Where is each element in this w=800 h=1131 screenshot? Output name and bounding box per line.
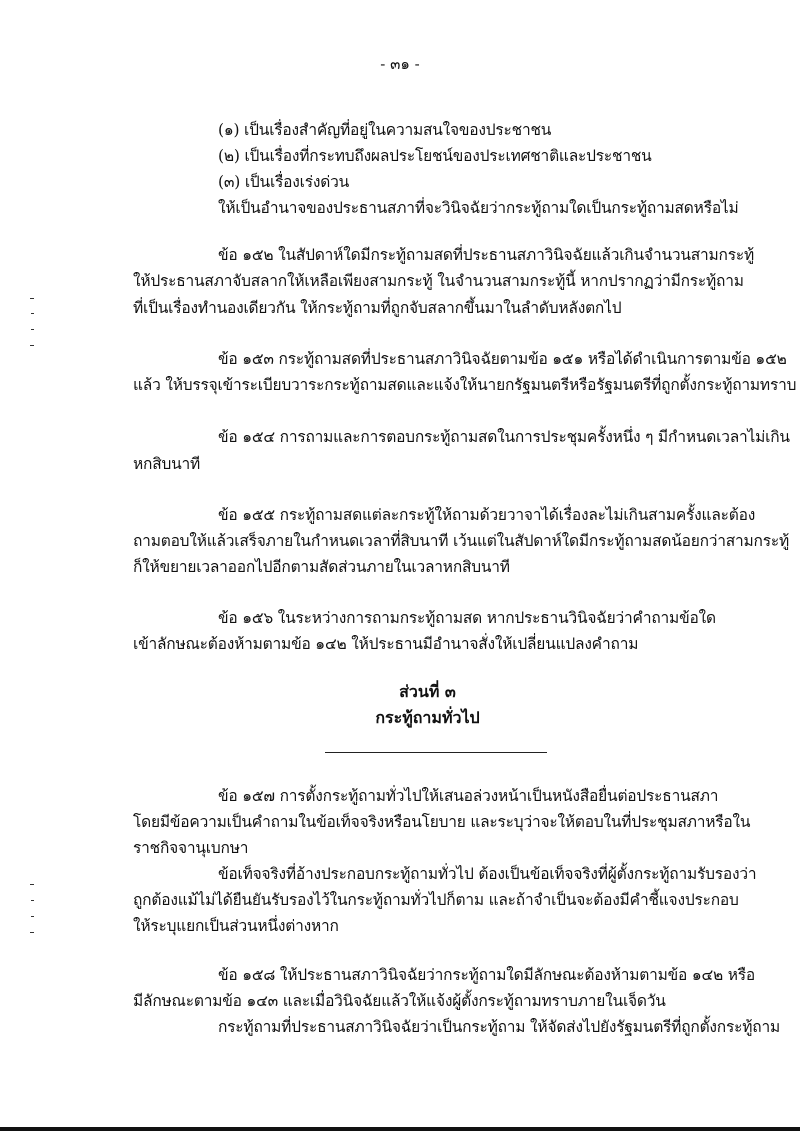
clause-158-line: กระทู้ถามที่ประธานสภาวินิจฉัยว่าเป็นกระทู้ถาม ให้จัดส่งไปยังรัฐมนตรีที่ถูกตั้งกระทู้ถาม	[218, 1018, 780, 1036]
list-item: (๑) เป็นเรื่องสำคัญที่อยู่ในความสนใจของประชาชน	[218, 121, 552, 139]
clause-158-line: ข้อ ๑๕๘ ให้ประธานสภาวินิจฉัยว่ากระทู้ถามใดมีลักษณะต้องห้ามตามข้อ ๑๔๒ หรือ	[218, 966, 756, 984]
clause-154-line: หกสิบนาที	[133, 455, 201, 473]
clause-156-line: เข้าลักษณะต้องห้ามตามข้อ ๑๔๒ ให้ประธานมีอำนาจสั่งให้เปลี่ยนแปลงคำถาม	[133, 635, 639, 653]
clause-157-para2-line: ข้อเท็จจริงที่อ้างประกอบกระทู้ถามทั่วไป ต้องเป็นข้อเท็จจริงที่ผู้ตั้งกระทู้ถามรับรองว่า	[218, 865, 757, 883]
clause-158-line: มีลักษณะตามข้อ ๑๔๓ และเมื่อวินิจฉัยแล้วให้แจ้งผู้ตั้งกระทู้ถามทราบภายในเจ็ดวัน	[133, 992, 666, 1010]
clause-152-line: ข้อ ๑๕๒ ในสัปดาห์ใดมีกระทู้ถามสดที่ประธานสภาวินิจฉัยแล้วเกินจำนวนสามกระทู้	[218, 246, 754, 264]
clause-157-line: ข้อ ๑๕๗ การตั้งกระทู้ถามทั่วไปให้เสนอล่วงหน้าเป็นหนังสือยื่นต่อประธานสภา	[218, 787, 719, 805]
section-divider	[325, 752, 547, 753]
list-item: (๒) เป็นเรื่องที่กระทบถึงผลประโยชน์ของประเทศชาติและประชาชน	[218, 147, 652, 165]
clause-156-line: ข้อ ๑๕๖ ในระหว่างการถามกระทู้ถามสด หากประธานวินิจฉัยว่าคำถามข้อใด	[218, 609, 716, 627]
list-item: (๓) เป็นเรื่องเร่งด่วน	[218, 173, 350, 191]
paragraph-line: ให้เป็นอำนาจของประธานสภาที่จะวินิจฉัยว่ากระทู้ถามใดเป็นกระทู้ถามสดหรือไม่	[218, 199, 739, 217]
margin-mark	[31, 313, 34, 314]
margin-mark	[30, 932, 34, 933]
clause-157-line: ราชกิจจานุเบกษา	[133, 839, 249, 857]
clause-155-line: ข้อ ๑๕๕ กระทู้ถามสดแต่ละกระทู้ให้ถามด้วยวาจาได้เรื่องละไม่เกินสามครั้งและต้อง	[218, 506, 756, 524]
clause-153-line: แล้ว ให้บรรจุเข้าระเบียบวาระกระทู้ถามสดและแจ้งให้นายกรัฐมนตรีหรือรัฐมนตรีที่ถูกตั้งกระทู้ถามทราบ	[133, 376, 797, 394]
clause-152-line: ให้ประธานสภาจับสลากให้เหลือเพียงสามกระทู้ ในจำนวนสามกระทู้นี้ หากปรากฏว่ามีกระทู้ถาม	[133, 272, 744, 290]
clause-157-line: โดยมีข้อความเป็นคำถามในข้อเท็จจริงหรือนโยบาย และระบุว่าจะให้ตอบในที่ประชุมสภาหรือใน	[133, 813, 751, 831]
scan-edge-bar	[0, 1127, 800, 1131]
clause-157-para2-line: ให้ระบุแยกเป็นส่วนหนึ่งต่างหาก	[133, 917, 339, 935]
section-part-heading: ส่วนที่ ๓	[399, 682, 456, 701]
clause-155-line: ก็ให้ขยายเวลาออกไปอีกตามสัดส่วนภายในเวลาหกสิบนาที	[133, 558, 510, 576]
clause-152-line: ที่เป็นเรื่องทำนองเดียวกัน ให้กระทู้ถามที่ถูกจับสลากขึ้นมาในลำดับหลังตกไป	[133, 299, 622, 317]
margin-mark	[30, 298, 34, 299]
clause-154-line: ข้อ ๑๕๔ การถามและการตอบกระทู้ถามสดในการประชุมครั้งหนึ่ง ๆ มีกำหนดเวลาไม่เกิน	[218, 428, 790, 446]
section-title-heading: กระทู้ถามทั่วไป	[375, 708, 480, 727]
clause-155-line: ถามตอบให้แล้วเสร็จภายในกำหนดเวลาที่สิบนาที เว้นแต่ในสัปดาห์ใดมีกระทู้ถามสดน้อยกว่าสามกระทู้	[133, 532, 790, 550]
clause-153-line: ข้อ ๑๕๓ กระทู้ถามสดที่ประธานสภาวินิจฉัยตามข้อ ๑๕๑ หรือได้ดำเนินการตามข้อ ๑๕๒	[218, 350, 787, 368]
margin-mark	[31, 916, 34, 917]
margin-mark	[30, 345, 34, 346]
margin-mark	[31, 900, 34, 901]
clause-157-para2-line: ถูกต้องแม้ไม่ได้ยืนยันรับรองไว้ในกระทู้ถามทั่วไปก็ตาม และถ้าจำเป็นจะต้องมีคำชี้แจงประกอบ	[133, 891, 739, 909]
margin-mark	[31, 329, 34, 330]
page-number: - ๓๑ -	[380, 55, 420, 73]
margin-mark	[30, 884, 34, 885]
